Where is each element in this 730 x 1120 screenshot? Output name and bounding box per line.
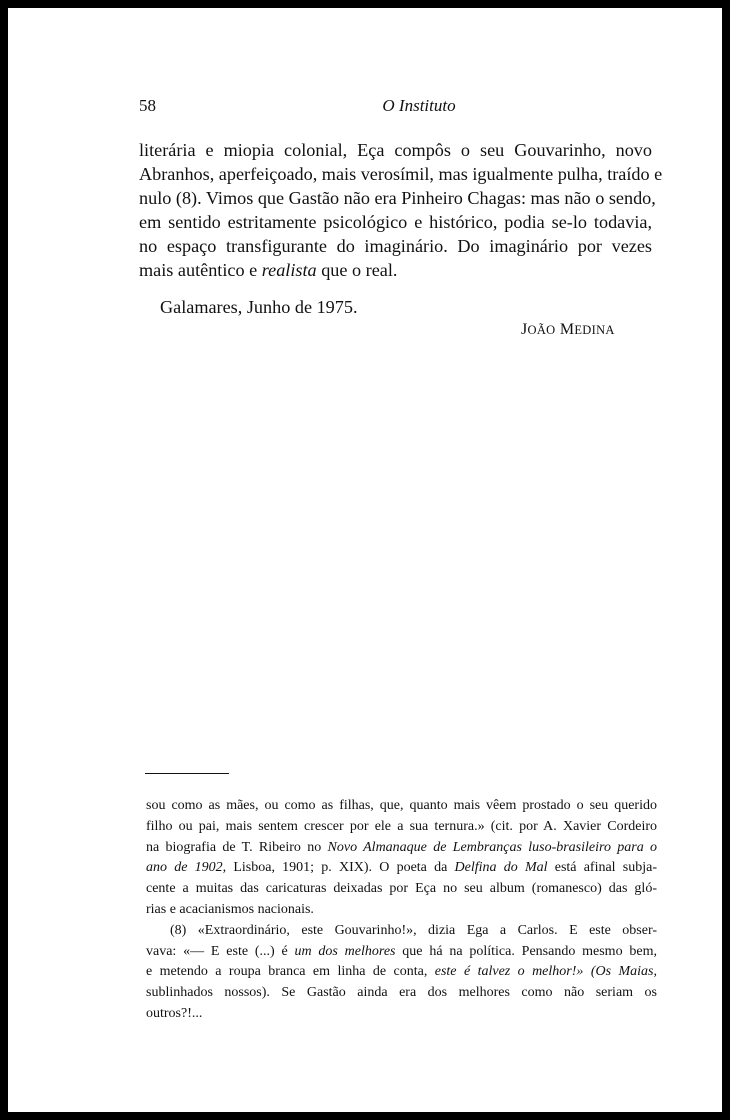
footnote-8-line: (8) «Extraordinário, este Gouvarinho!», dizia Ega a Carlos. E este obser- — [170, 922, 657, 938]
footnote-line — [146, 858, 657, 879]
footnote-fragment: que há na política. Pensando mesmo bem, — [395, 943, 657, 959]
body-paragraph — [139, 138, 663, 282]
body-line: literária e miopia colonial, Eça compôs o seu Gouvarinho, novo — [139, 140, 652, 160]
body-line-last — [139, 258, 652, 282]
footnote-line: sou como as mães, ou como as filhas, que, quanto mais vêem prostado o seu querido — [146, 798, 657, 813]
body-line: nulo (8). Vimos que Gastão não era Pinheiro Chagas: mas não o sendo, — [139, 188, 656, 208]
place-date: Galamares, Junho de 1975. — [160, 297, 358, 317]
italic-title: ano de 1902, — [146, 860, 227, 876]
author-signature — [521, 321, 615, 339]
footnote-fragment: Lisboa, 1901; p. XIX). O poeta da — [226, 860, 455, 876]
italic-title: (Os Maias, — [583, 964, 657, 980]
italic-emphasis: um dos melhores — [294, 943, 396, 959]
body-line: no espaço transfigurante do imaginário. Do imaginário por vezes — [139, 236, 652, 256]
footnote-line — [146, 838, 657, 859]
author-smallcaps: EDINA — [574, 323, 615, 337]
footnote-line: filho ou pai, mais sentem crescer por ele a sua ternura.» (cit. por A. Xavier Cordeiro — [146, 818, 657, 834]
author-initial: M — [555, 321, 575, 338]
document-page — [8, 8, 722, 1112]
body-line: em sentido estritamente psicológico e histórico, podia se-lo todavia, — [139, 212, 652, 232]
footnote-divider — [145, 773, 229, 774]
body-text-fragment: que o real. — [316, 260, 398, 280]
footnote-8-line: outros?!... — [146, 1005, 203, 1021]
journal-title: O Instituto — [382, 96, 456, 115]
author-smallcaps: OÃO — [527, 323, 556, 337]
running-head — [139, 96, 659, 120]
italic-title: Delfina do Mal — [454, 860, 548, 876]
body-line: Abranhos, aperfeiçoado, mais verosímil, mas igualmente pulha, traído e — [139, 164, 663, 184]
footnotes — [146, 796, 657, 1025]
footnote-fragment: vava: «— E este (...) é — [146, 943, 295, 959]
footnote-line: cente a muitas das caricaturas deixadas por Eça no seu album (romanesco) das gló- — [146, 881, 657, 897]
body-text-fragment: mais autêntico e — [139, 260, 262, 280]
footnote-fragment: na biografia de T. Ribeiro no — [146, 839, 328, 855]
italic-title: Novo Almanaque de Lembranças luso-brasileiro para o — [327, 839, 657, 855]
footnote-8-line — [146, 942, 657, 963]
footnote-fragment: e metendo a roupa branca em linha de conta, — [146, 964, 435, 980]
footnote-8-line: sublinhados nossos). Se Gastão ainda era dos melhores como não seriam os — [146, 985, 657, 1001]
author-initial: J — [521, 321, 528, 338]
italic-emphasis: este é talvez o melhor!» — [434, 964, 584, 980]
italic-emphasis: realista — [261, 260, 317, 280]
footnote-fragment: está afinal subja- — [547, 860, 658, 876]
footnote-line: rias e acacianismos nacionais. — [146, 901, 314, 917]
page-number: 58 — [139, 96, 156, 115]
footnote-8-line — [146, 962, 657, 983]
